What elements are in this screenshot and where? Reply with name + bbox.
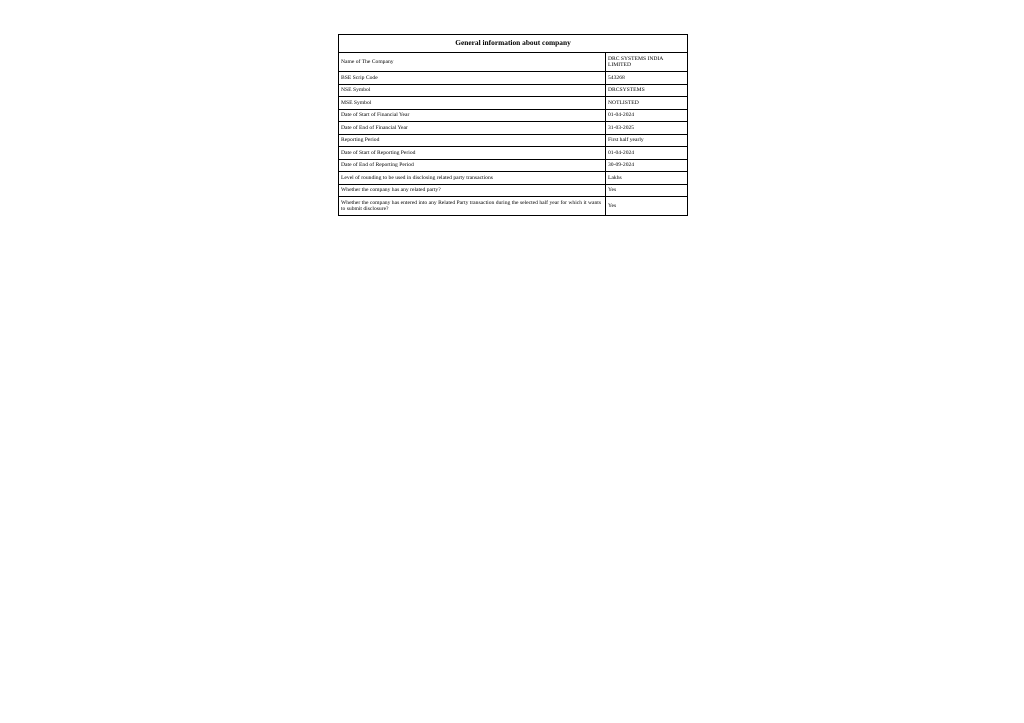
table-row bbox=[339, 53, 688, 72]
row-value: DRC SYSTEMS INDIA LIMITED bbox=[606, 53, 688, 72]
row-label: NSE Symbol bbox=[339, 84, 606, 97]
table-row bbox=[339, 84, 688, 97]
row-label: MSE Symbol bbox=[339, 97, 606, 110]
table-row bbox=[339, 134, 688, 147]
row-label: Whether the company has entered into any Related Party transaction during the selected half year for which it wants to submit disclosure? bbox=[339, 197, 606, 216]
table-row bbox=[339, 147, 688, 160]
table-row bbox=[339, 97, 688, 110]
row-value: 30-09-2024 bbox=[606, 159, 688, 172]
table-row bbox=[339, 172, 688, 185]
row-label: Reporting Period bbox=[339, 134, 606, 147]
row-label: Date of End of Reporting Period bbox=[339, 159, 606, 172]
table-row bbox=[339, 159, 688, 172]
row-value: 01-04-2024 bbox=[606, 109, 688, 122]
row-value: Yes bbox=[606, 184, 688, 197]
row-value: Lakhs bbox=[606, 172, 688, 185]
row-value: Yes bbox=[606, 197, 688, 216]
row-label: BSE Scrip Code bbox=[339, 72, 606, 85]
row-label: Date of Start of Reporting Period bbox=[339, 147, 606, 160]
row-label: Whether the company has any related party? bbox=[339, 184, 606, 197]
row-label: Date of Start of Financial Year bbox=[339, 109, 606, 122]
row-value: First half yearly bbox=[606, 134, 688, 147]
row-value: 543268 bbox=[606, 72, 688, 85]
row-value: 31-03-2025 bbox=[606, 122, 688, 135]
general-info-table bbox=[338, 34, 688, 216]
general-info-sheet bbox=[338, 34, 687, 216]
row-value: DRCSYSTEMS bbox=[606, 84, 688, 97]
row-label: Date of End of Financial Year bbox=[339, 122, 606, 135]
table-row bbox=[339, 122, 688, 135]
table-title-row bbox=[339, 35, 688, 53]
table-row bbox=[339, 72, 688, 85]
table-row bbox=[339, 109, 688, 122]
table-row bbox=[339, 184, 688, 197]
row-label: Name of The Company bbox=[339, 53, 606, 72]
row-value: NOTLISTED bbox=[606, 97, 688, 110]
table-row bbox=[339, 197, 688, 216]
table-title: General information about company bbox=[339, 35, 688, 53]
row-label: Level of rounding to be used in disclosing related party transactions bbox=[339, 172, 606, 185]
row-value: 01-04-2024 bbox=[606, 147, 688, 160]
